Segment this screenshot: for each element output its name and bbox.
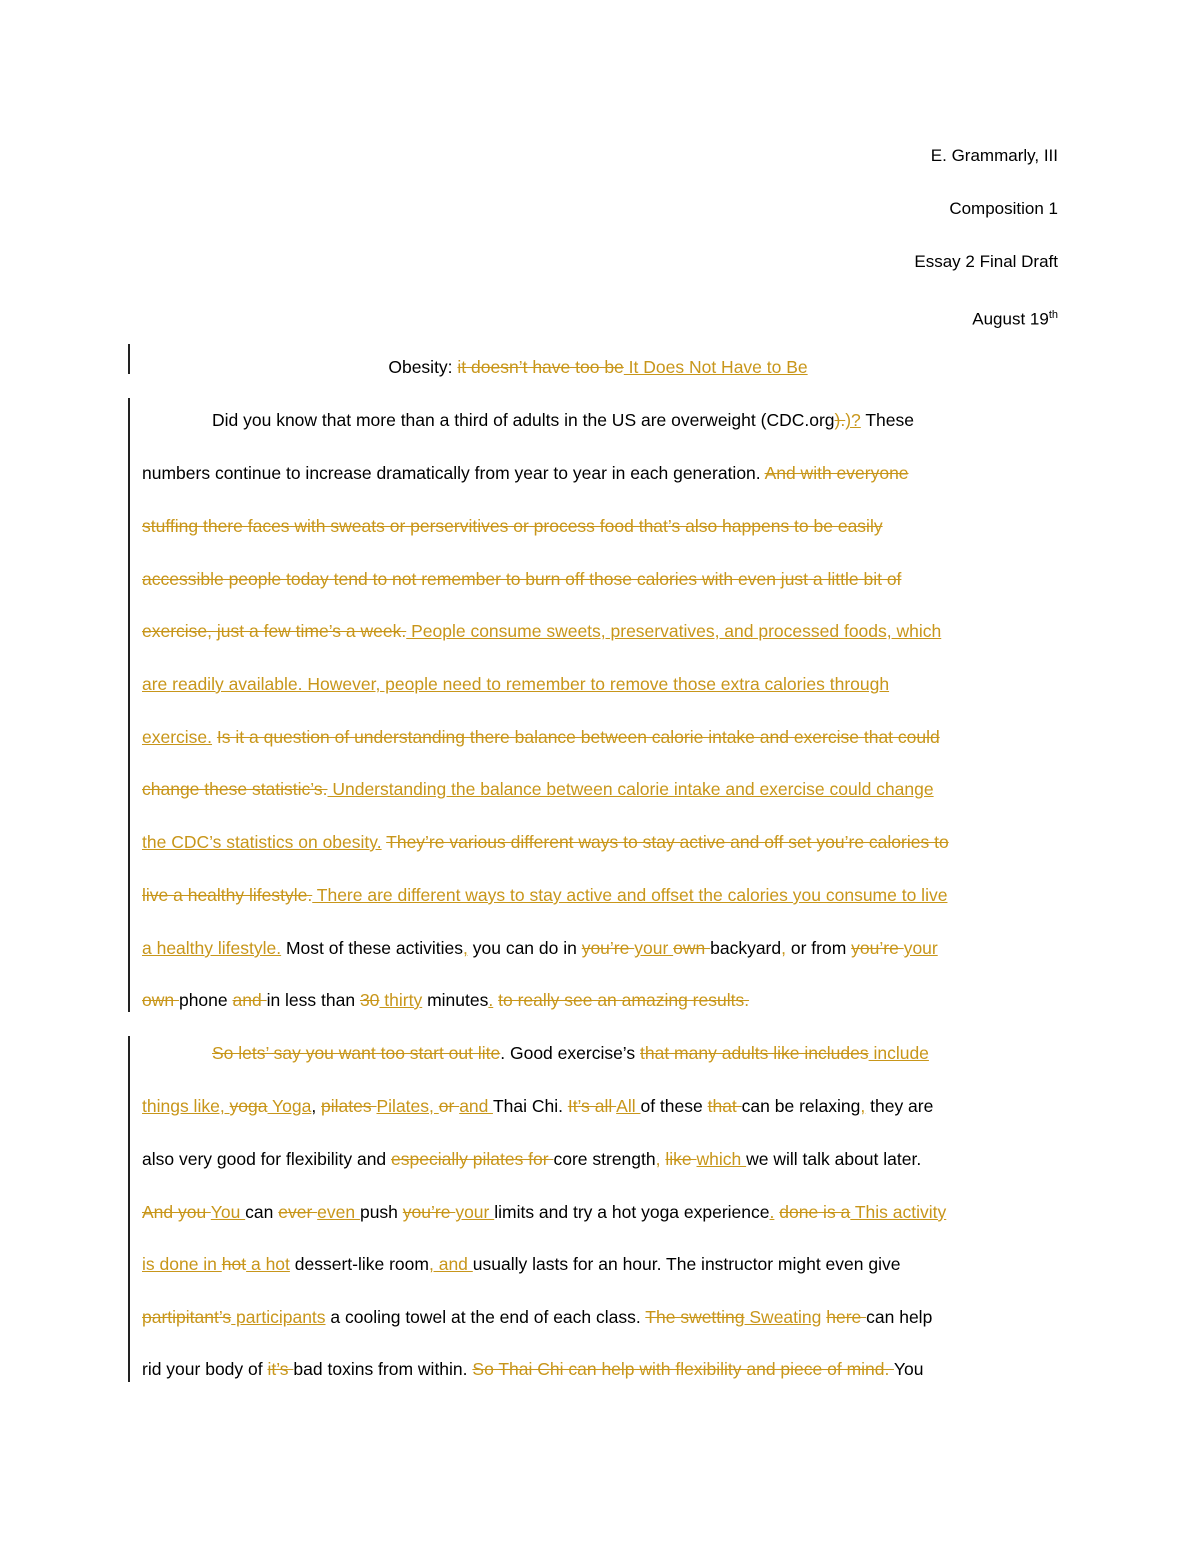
inserted-text: . xyxy=(488,990,494,1010)
deleted-text: here xyxy=(826,1307,867,1327)
inserted-text: and xyxy=(459,1096,493,1116)
deleted-text: pilates xyxy=(321,1096,377,1116)
essay-line xyxy=(142,777,934,801)
date-suffix: th xyxy=(1048,309,1058,321)
deleted-text: you’re xyxy=(851,938,904,958)
inserted-text: are readily available. However, people need to remember to remove those extra calories through xyxy=(142,674,890,694)
inserted-text: participants xyxy=(231,1307,326,1327)
essay-line xyxy=(142,514,883,538)
original-text: You xyxy=(893,1359,924,1379)
deleted-text: change these statistic’s. xyxy=(142,779,328,799)
inserted-text: , and xyxy=(428,1254,473,1274)
essay-line xyxy=(142,567,901,591)
inserted-text: is done in xyxy=(142,1254,222,1274)
original-text: dessert-like room xyxy=(289,1254,429,1274)
essay-line xyxy=(142,461,909,485)
inserted-text: People consume sweets, preservatives, and processed foods, which xyxy=(406,621,942,641)
deleted-text: exercise, just a few time’s a week. xyxy=(142,621,407,641)
date-text: August 19 xyxy=(972,309,1049,329)
change-bar-paragraph-2 xyxy=(128,1036,130,1382)
inserted-text: the CDC’s statistics on obesity. xyxy=(142,832,382,852)
original-text: , xyxy=(311,1096,322,1116)
essay-line xyxy=(142,1357,923,1381)
deleted-text: And you xyxy=(142,1202,211,1222)
inserted-text: Sweating xyxy=(744,1307,822,1327)
deleted-text: it’s xyxy=(267,1359,294,1379)
original-text: backyard xyxy=(710,938,782,958)
deleted-text: to really see an amazing results. xyxy=(498,990,750,1010)
essay-line xyxy=(142,830,949,854)
deleted-text: partipitant’s xyxy=(142,1307,232,1327)
original-text: numbers continue to increase dramatically from year to year in each generation. xyxy=(142,463,765,483)
original-text: Most of these activities xyxy=(281,938,463,958)
original-text: usually lasts for an hour. The instructor might even give xyxy=(472,1254,901,1274)
deleted-text: hot xyxy=(221,1254,247,1274)
essay-line xyxy=(142,1252,900,1276)
course-line: Composition 1 xyxy=(949,199,1058,218)
original-text: bad toxins from within. xyxy=(293,1359,473,1379)
deleted-text: So lets’ say you want too start out lite xyxy=(212,1043,501,1063)
deleted-text: you’re xyxy=(581,938,635,958)
original-text: rid your body of xyxy=(142,1359,268,1379)
deleted-text: It’s all xyxy=(567,1096,617,1116)
inserted-text: , xyxy=(781,938,786,958)
inserted-text: . xyxy=(769,1202,775,1222)
deleted-text: like xyxy=(665,1149,697,1169)
inserted-text: )? xyxy=(845,410,861,430)
original-text: of these xyxy=(640,1096,708,1116)
deleted-text: you’re xyxy=(402,1202,456,1222)
essay-line xyxy=(142,1147,921,1171)
deleted-text: live a healthy lifestyle. xyxy=(142,885,313,905)
deleted-text: The swetting xyxy=(645,1307,745,1327)
inserted-text: a healthy lifestyle. xyxy=(142,938,282,958)
original-text: minutes xyxy=(422,990,489,1010)
essay-line xyxy=(142,1200,946,1224)
essay-line xyxy=(142,619,941,643)
original-text: phone xyxy=(178,990,233,1010)
inserted-text: exercise. xyxy=(142,727,213,747)
essay-line xyxy=(142,1094,933,1118)
inserted-text: , xyxy=(655,1149,661,1169)
original-text: they are xyxy=(865,1096,934,1116)
inserted-text: Yoga xyxy=(267,1096,312,1116)
deleted-text: especially pilates for xyxy=(391,1149,554,1169)
inserted-text: , xyxy=(860,1096,866,1116)
original-text: also very good for flexibility and xyxy=(142,1149,392,1169)
inserted-text: All xyxy=(616,1096,641,1116)
deleted-text: stuffing there faces with sweats or perservitives or process food that’s also happens to be easily xyxy=(142,516,883,536)
essay-line xyxy=(142,936,938,960)
original-text: can help xyxy=(866,1307,933,1327)
title-prefix: Obesity: xyxy=(388,357,458,377)
deleted-text: own xyxy=(673,938,711,958)
inserted-text: your xyxy=(634,938,674,958)
original-text: These xyxy=(860,410,914,430)
deleted-text: that xyxy=(707,1096,742,1116)
original-text: a cooling towel at the end of each class. xyxy=(325,1307,646,1327)
deleted-text: that many adults like includes xyxy=(640,1043,869,1063)
deleted-text: Is it a question of understanding there balance between calorie intake and exercise that could xyxy=(216,727,940,747)
inserted-text: your xyxy=(455,1202,495,1222)
deleted-text: done is a xyxy=(779,1202,851,1222)
essay-line xyxy=(142,1305,932,1329)
inserted-text: things like, xyxy=(142,1096,230,1116)
essay-line xyxy=(142,988,749,1012)
deleted-text: accessible people today tend to not remember to burn off those calories with even just a little bit of xyxy=(142,569,902,589)
original-text: core strength xyxy=(553,1149,656,1169)
original-text: you can do in xyxy=(467,938,582,958)
deleted-text: or xyxy=(438,1096,460,1116)
essay-line xyxy=(142,725,940,749)
original-text: Thai Chi. xyxy=(492,1096,568,1116)
deleted-text: own xyxy=(142,990,179,1010)
deleted-text: ever xyxy=(278,1202,318,1222)
deleted-text: and xyxy=(232,990,267,1010)
assignment-line: Essay 2 Final Draft xyxy=(914,252,1058,271)
original-text: or from xyxy=(786,938,852,958)
deleted-text: And with everyone xyxy=(764,463,909,483)
inserted-text: You xyxy=(210,1202,246,1222)
original-text: push xyxy=(359,1202,403,1222)
original-text: we will talk about later. xyxy=(746,1149,922,1169)
original-text: in less than xyxy=(266,990,360,1010)
essay-line xyxy=(142,1041,929,1065)
date-line xyxy=(972,304,1058,331)
inserted-text: your xyxy=(903,938,938,958)
deleted-text: yoga xyxy=(229,1096,268,1116)
original-text: Did you know that more than a third of adults in the US are overweight (CDC.org xyxy=(212,410,835,430)
change-bar-paragraph-1 xyxy=(128,398,130,1012)
original-text: can be relaxing xyxy=(741,1096,861,1116)
essay-line xyxy=(142,883,947,907)
title-deleted: it doesn’t have too be xyxy=(457,357,624,377)
inserted-text: This activity xyxy=(850,1202,947,1222)
original-text: . Good exercise’s xyxy=(500,1043,640,1063)
inserted-text: include xyxy=(868,1043,929,1063)
essay-line xyxy=(142,408,914,432)
inserted-text: , xyxy=(463,938,468,958)
deleted-text: They’re various different ways to stay active and off set you’re calories to xyxy=(386,832,949,852)
essay-title xyxy=(0,355,1196,379)
original-text: limits and try a hot yoga experience xyxy=(494,1202,770,1222)
inserted-text: a hot xyxy=(246,1254,290,1274)
deleted-text: So Thai Chi can help with flexibility and piece of mind. xyxy=(472,1359,894,1379)
inserted-text: There are different ways to stay active and offset the calories you consume to live xyxy=(312,885,948,905)
inserted-text: Understanding the balance between calorie intake and exercise could change xyxy=(327,779,934,799)
inserted-text: Pilates, xyxy=(376,1096,439,1116)
title-inserted: It Does Not Have to Be xyxy=(623,357,808,377)
deleted-text: ). xyxy=(834,410,846,430)
deleted-text: 30 xyxy=(359,990,380,1010)
essay-line xyxy=(142,672,889,696)
inserted-text: which xyxy=(696,1149,747,1169)
author-line: E. Grammarly, III xyxy=(930,146,1058,165)
inserted-text: even xyxy=(317,1202,360,1222)
original-text: can xyxy=(245,1202,279,1222)
inserted-text: thirty xyxy=(379,990,423,1010)
